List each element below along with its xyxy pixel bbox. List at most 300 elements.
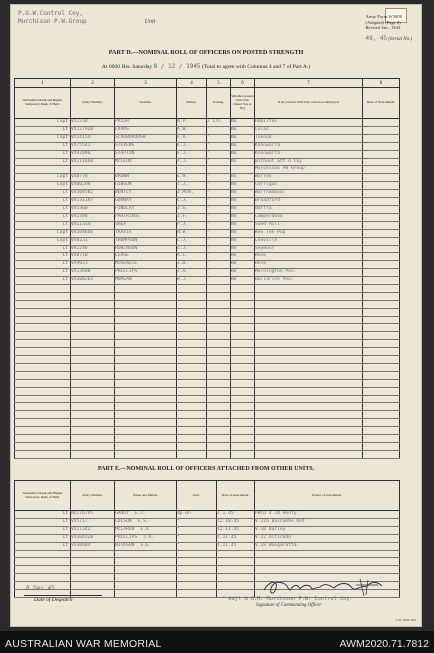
- part-d-colnum-2: 2: [71, 79, 115, 88]
- empty-cell: [207, 285, 231, 293]
- part-d-cell-rank: Lt: [15, 269, 71, 277]
- part-d-cell-initials: P.J.: [177, 221, 207, 229]
- form-adapted: (Adapted) (Page 2): [365, 19, 401, 25]
- empty-cell: [177, 363, 207, 371]
- empty-cell: [207, 411, 231, 419]
- part-d-cell-employed: Colac: [255, 126, 363, 134]
- table-row: [15, 174, 400, 182]
- part-d-cell-present: No: [231, 150, 255, 158]
- empty-cell: [15, 363, 71, 371]
- empty-cell: [71, 574, 115, 582]
- empty-cell: [231, 316, 255, 324]
- empty-cell: [231, 411, 255, 419]
- empty-cell: [363, 450, 400, 458]
- table-row: [15, 119, 400, 127]
- empty-cell: [363, 387, 400, 395]
- empty-cell: [255, 340, 363, 348]
- empty-cell: [15, 316, 71, 324]
- table-row: [15, 427, 400, 435]
- empty-cell: [115, 379, 177, 387]
- table-row: [15, 229, 400, 237]
- empty-cell: [207, 292, 231, 300]
- empty-cell: [255, 442, 363, 450]
- empty-cell: [115, 558, 177, 566]
- empty-cell: [231, 340, 255, 348]
- empty-cell: [363, 324, 400, 332]
- empty-cell: [217, 582, 255, 590]
- table-row: [15, 387, 400, 395]
- table-row: [15, 434, 400, 442]
- part-e-cell-unit: [177, 511, 217, 519]
- despatch-date: 8 Dec 45: [26, 585, 55, 592]
- part-d-cell-posting: ": [207, 182, 231, 190]
- empty-cell: [177, 324, 207, 332]
- empty-cell: [363, 190, 400, 198]
- empty-cell: [177, 550, 217, 558]
- serial-label: (Serial No.): [388, 36, 412, 42]
- part-d-cell-present: No: [231, 277, 255, 285]
- part-d-cell-initials: E.W.: [177, 174, 207, 182]
- part-d-cell-posting: ": [207, 190, 231, 198]
- part-e-cell-number: [71, 518, 115, 526]
- part-e-date: 12.11.45: [217, 526, 240, 532]
- part-d-cell-surname: STEVENS: [115, 142, 177, 150]
- empty-cell: [71, 285, 115, 293]
- signature-line: " Adjt & Q.M. Murchison P.W. Control Coy.: [222, 596, 353, 602]
- empty-cell: [207, 442, 231, 450]
- table-row: [15, 379, 400, 387]
- table-row: [15, 292, 400, 300]
- part-d-cell-present: [231, 166, 255, 174]
- part-d-cell-number: VX104582: [71, 190, 115, 198]
- empty-cell: [255, 411, 363, 419]
- part-e-nature: V.22 Alticodo: [255, 534, 291, 540]
- table-row: [15, 324, 400, 332]
- part-e-cell-date: [217, 534, 255, 542]
- part-d-cell-initials: T.J.: [177, 182, 207, 190]
- empty-cell: [177, 292, 207, 300]
- empty-cell: [115, 427, 177, 435]
- part-e-rank: Lt: [62, 526, 68, 532]
- part-e-cell-nature: [255, 518, 400, 526]
- empty-cell: [363, 403, 400, 411]
- empty-cell: [363, 253, 400, 261]
- part-d-cell-number: VX127920: [71, 126, 115, 134]
- table-row: [15, 395, 400, 403]
- empty-cell: [15, 574, 71, 582]
- part-e-initials: J.A.: [143, 534, 155, 540]
- empty-cell: [255, 292, 363, 300]
- part-e-date: 1.11.45: [217, 542, 237, 548]
- part-d-cell-employed: Warrnambool: [255, 190, 363, 198]
- part-d-colnum-8: 8: [363, 79, 400, 88]
- table-row: [15, 134, 400, 142]
- empty-cell: [115, 387, 177, 395]
- part-d-cell-employed: Rose: [255, 261, 363, 269]
- empty-cell: [363, 245, 400, 253]
- part-d-cell-initials: E.R.: [177, 134, 207, 142]
- table-row: [15, 363, 400, 371]
- part-d-cell-initials: J.D.: [177, 261, 207, 269]
- empty-cell: [115, 450, 177, 458]
- empty-cell: [177, 395, 207, 403]
- empty-cell: [363, 285, 400, 293]
- empty-cell: [255, 403, 363, 411]
- part-d-cell-surname: GORWAY: [115, 198, 177, 206]
- part-d-cell-initials: E.J.: [177, 150, 207, 158]
- empty-cell: [177, 442, 207, 450]
- empty-cell: [15, 558, 71, 566]
- empty-cell: [15, 356, 71, 364]
- empty-cell: [15, 371, 71, 379]
- part-d-cell-employed: Broadford: [255, 198, 363, 206]
- part-d-cell-present: No: [231, 269, 255, 277]
- empty-cell: [363, 340, 400, 348]
- table-row: [15, 205, 400, 213]
- part-d-cell-number: VX2246: [71, 245, 115, 253]
- part-e-cell-rank: [15, 526, 71, 534]
- part-e-unit: ": [177, 518, 180, 524]
- part-e-cell-date: [217, 511, 255, 519]
- empty-cell: [207, 308, 231, 316]
- empty-cell: [15, 419, 71, 427]
- empty-cell: [177, 419, 207, 427]
- part-d-cell-initials: J.A.: [177, 269, 207, 277]
- empty-cell: [363, 174, 400, 182]
- part-d-cell-number: VX131187: [71, 198, 115, 206]
- empty-cell: [71, 356, 115, 364]
- empty-cell: [207, 348, 231, 356]
- empty-cell: [71, 324, 115, 332]
- table-row: [15, 213, 400, 221]
- empty-cell: [71, 332, 115, 340]
- date-value: 8 / 12 / 1945: [153, 63, 201, 70]
- empty-cell: [255, 419, 363, 427]
- part-d-cell-employed: Naffra: [255, 205, 363, 213]
- empty-cell: [207, 356, 231, 364]
- empty-cell: [115, 582, 177, 590]
- empty-cell: [71, 550, 115, 558]
- empty-cell: [71, 363, 115, 371]
- empty-cell: [207, 332, 231, 340]
- part-d-cell-present: No: [231, 142, 255, 150]
- part-d-cell-initials: J.J.: [177, 158, 207, 166]
- empty-cell: [177, 371, 207, 379]
- part-e-number: VX11342: [71, 526, 91, 532]
- empty-cell: [255, 427, 363, 435]
- part-d-header-8: Date of Detachment.: [363, 88, 400, 119]
- table-row: [15, 511, 400, 519]
- unit-line-2: Murchison P.W.Group: [18, 18, 87, 25]
- empty-cell: [71, 292, 115, 300]
- empty-cell: [255, 300, 363, 308]
- table-row: [15, 356, 400, 364]
- part-d-cell-number: VX80208: [71, 182, 115, 190]
- empty-cell: [255, 348, 363, 356]
- part-e-cell-nature: [255, 511, 400, 519]
- empty-cell: [15, 285, 71, 293]
- table-row: [15, 261, 400, 269]
- empty-cell: [71, 300, 115, 308]
- part-d-cell-surname: McLEOD: [115, 158, 177, 166]
- empty-cell: [71, 403, 115, 411]
- part-d-cell-surname: SCARBOROUGH: [115, 134, 177, 142]
- empty-cell: [207, 450, 231, 458]
- part-d-cell-number: VX13608: [71, 269, 115, 277]
- empty-cell: [231, 371, 255, 379]
- empty-cell: [363, 134, 400, 142]
- empty-cell: [177, 434, 207, 442]
- part-d-cell-posting: ": [207, 229, 231, 237]
- part-d-cell-present: No: [231, 126, 255, 134]
- part-e-initials: E.S.: [137, 518, 149, 524]
- empty-cell: [115, 419, 177, 427]
- serial-number: 49, 45: [365, 34, 388, 42]
- part-e-nature: V.22a Balcombe Det: [255, 518, 305, 524]
- empty-cell: [231, 324, 255, 332]
- table-row: [15, 450, 400, 458]
- empty-cell: [71, 582, 115, 590]
- part-d-colnum-3: 3: [115, 79, 177, 88]
- empty-cell: [255, 332, 363, 340]
- empty-cell: [363, 198, 400, 206]
- part-d-colnum-6: 6: [231, 79, 255, 88]
- part-d-cell-surname: STAPTON: [115, 150, 177, 158]
- table-row: [15, 308, 400, 316]
- part-e-name: PHILLIPS: [115, 534, 138, 540]
- empty-cell: [231, 308, 255, 316]
- empty-cell: [15, 411, 71, 419]
- empty-cell: [71, 379, 115, 387]
- empty-cell: [71, 316, 115, 324]
- part-e-cell-name: [115, 526, 177, 534]
- empty-cell: [115, 589, 177, 597]
- empty-cell: [363, 126, 400, 134]
- empty-cell: [115, 566, 177, 574]
- empty-cell: [177, 348, 207, 356]
- table-row: [15, 142, 400, 150]
- form-number: Army Form W3008: [365, 14, 402, 19]
- table-row: [15, 411, 400, 419]
- empty-cell: [71, 558, 115, 566]
- empty-cell: [207, 316, 231, 324]
- part-e-initials: S.E.: [140, 542, 152, 548]
- table-row: [15, 403, 400, 411]
- part-d-colnum-5: 5: [207, 79, 231, 88]
- table-row: [15, 332, 400, 340]
- table-row: [15, 442, 400, 450]
- empty-cell: [363, 308, 400, 316]
- part-e-name: GARDY: [115, 511, 129, 516]
- part-e-rank: Lt: [62, 542, 68, 548]
- empty-cell: [255, 395, 363, 403]
- empty-cell: [115, 550, 177, 558]
- empty-cell: [255, 379, 363, 387]
- empty-cell: [177, 316, 207, 324]
- part-d-cell-surname: PHILLIPS: [115, 269, 177, 277]
- part-d-cell-rank: Lt: [15, 150, 71, 158]
- part-d-cell-employed: Camperdown: [255, 213, 363, 221]
- table-row: [15, 550, 400, 558]
- table-row: [15, 182, 400, 190]
- empty-cell: [115, 292, 177, 300]
- part-d-cell-rank: Lt: [15, 190, 71, 198]
- part-d-cell-employed: Seymour: [255, 245, 363, 253]
- empty-cell: [363, 213, 400, 221]
- empty-cell: [231, 434, 255, 442]
- empty-cell: [207, 387, 231, 395]
- empty-cell: [15, 550, 71, 558]
- empty-cell: [363, 316, 400, 324]
- table-row: [15, 198, 400, 206]
- part-d-cell-number: VX8231: [71, 237, 115, 245]
- part-d-cell-posting: ": [207, 277, 231, 285]
- part-d-cell-present: No: [231, 261, 255, 269]
- part-e-header-4: Unit.: [177, 481, 217, 511]
- part-d-cell-rank: Lt: [15, 253, 71, 261]
- empty-cell: [363, 221, 400, 229]
- empty-cell: [177, 387, 207, 395]
- part-d-cell-employed: Without att A Coy: [255, 158, 363, 166]
- part-e-title: PART E.—NOMINAL ROLL OF OFFICERS ATTACHED FROM OTHER UNITS.: [97, 466, 315, 472]
- empty-cell: [15, 442, 71, 450]
- part-d-header-6: Whether present with Unit. (Insert Yes or No): [231, 88, 255, 119]
- part-d-cell-rank: Capt: [15, 182, 71, 190]
- part-d-cell-posting: ": [207, 134, 231, 142]
- part-e-cell-date: [217, 542, 255, 550]
- empty-cell: [363, 292, 400, 300]
- part-d-cell-present: No: [231, 245, 255, 253]
- part-d-cell-initials: H.B.: [177, 229, 207, 237]
- part-d-header-1: Substantive Rank and Higher Temporary Rank, if Held.: [15, 88, 71, 119]
- empty-cell: [115, 332, 177, 340]
- part-d-cell-rank: Capt: [15, 229, 71, 237]
- empty-cell: [207, 300, 231, 308]
- part-d-cell-number: VX108263: [71, 277, 115, 285]
- part-d-cell-posting: ": [207, 158, 231, 166]
- part-d-cell-employed: Koonwarra: [255, 150, 363, 158]
- empty-cell: [115, 340, 177, 348]
- empty-cell: [255, 566, 400, 574]
- empty-cell: [363, 119, 400, 127]
- table-row: [15, 316, 400, 324]
- date-prefix: At 0600 Hrs. Saturday: [101, 64, 153, 70]
- part-d-cell-employed: Kee Tee Pup: [255, 229, 363, 237]
- part-e-cell-nature: [255, 534, 400, 542]
- part-d-header-7: If not present with Unit, state how employed.: [255, 88, 363, 119]
- empty-cell: [15, 340, 71, 348]
- part-d-cell-present: No: [231, 119, 255, 127]
- part-d-colnum-7: 7: [255, 79, 363, 88]
- empty-cell: [207, 403, 231, 411]
- empty-cell: [363, 205, 400, 213]
- part-d-cell-present: No: [231, 213, 255, 221]
- empty-cell: [15, 292, 71, 300]
- empty-cell: [115, 348, 177, 356]
- part-d-cell-rank: Lt: [15, 245, 71, 253]
- part-d-cell-number: VX9023: [71, 261, 115, 269]
- empty-cell: [177, 285, 207, 293]
- empty-cell: [363, 434, 400, 442]
- part-e-cell-name: [115, 511, 177, 519]
- part-d-cell-initials: N.P.: [177, 119, 207, 127]
- part-d-cell-rank: Lt: [15, 158, 71, 166]
- empty-cell: [207, 371, 231, 379]
- part-e-name: COLSON: [115, 518, 132, 524]
- part-d-cell-employed: Rose: [255, 253, 363, 261]
- empty-cell: [207, 379, 231, 387]
- part-e-rank: Lt: [62, 511, 68, 516]
- empty-cell: [177, 411, 207, 419]
- part-d-cell-rank: Capt: [15, 119, 71, 127]
- table-row: [15, 348, 400, 356]
- empty-cell: [115, 442, 177, 450]
- table-row: [15, 566, 400, 574]
- part-e-unit: ": [177, 542, 180, 548]
- empty-cell: [115, 285, 177, 293]
- part-e-cell-rank: [15, 542, 71, 550]
- part-d-date-line: [0, 63, 412, 70]
- table-row: [15, 534, 400, 542]
- empty-cell: [255, 550, 400, 558]
- empty-cell: [255, 363, 363, 371]
- part-d-cell-present: No: [231, 198, 255, 206]
- part-e-nature: V.18 Wangaratta.: [255, 542, 300, 548]
- part-d-cell-posting: ": [207, 253, 231, 261]
- table-row: [15, 277, 400, 285]
- part-d-cell-initials: A.L.: [177, 253, 207, 261]
- empty-cell: [363, 379, 400, 387]
- despatch-label: Date of Despatch: [34, 597, 73, 603]
- empty-cell: [177, 308, 207, 316]
- empty-cell: [71, 589, 115, 597]
- part-d-cell-surname: BROWN: [115, 174, 177, 182]
- table-row: [15, 419, 400, 427]
- part-e-name: McLAREN: [115, 526, 135, 532]
- empty-cell: [255, 316, 363, 324]
- part-d-cell-posting: ": [207, 142, 231, 150]
- part-e-header-6: Nature of Attachment.: [255, 481, 400, 511]
- table-row: [15, 371, 400, 379]
- part-d-cell-rank: [15, 166, 71, 174]
- part-e-cell-date: [217, 526, 255, 534]
- empty-cell: [115, 308, 177, 316]
- part-d-cell-posting: ": [207, 269, 231, 277]
- part-d-cell-posting: [207, 166, 231, 174]
- empty-cell: [177, 340, 207, 348]
- empty-cell: [363, 150, 400, 158]
- part-e-cell-number: [71, 526, 115, 534]
- empty-cell: [231, 356, 255, 364]
- part-d-cell-initials: E.J.: [177, 142, 207, 150]
- table-row: [15, 340, 400, 348]
- empty-cell: [363, 300, 400, 308]
- empty-cell: [255, 324, 363, 332]
- empty-cell: [363, 277, 400, 285]
- empty-cell: [363, 229, 400, 237]
- part-d-cell-rank: Capt: [15, 134, 71, 142]
- empty-cell: [15, 566, 71, 574]
- part-d-colnum-1: 1: [15, 79, 71, 88]
- part-d-cell-posting: ": [207, 205, 231, 213]
- empty-cell: [255, 371, 363, 379]
- part-e-name: NICKSON: [115, 542, 135, 548]
- part-e-header-1: Substantive Rank and Higher Temporary Rank, if Held.: [15, 481, 71, 511]
- empty-cell: [231, 419, 255, 427]
- empty-cell: [177, 450, 207, 458]
- part-e-header-2: Army Number.: [71, 481, 115, 511]
- empty-cell: [115, 316, 177, 324]
